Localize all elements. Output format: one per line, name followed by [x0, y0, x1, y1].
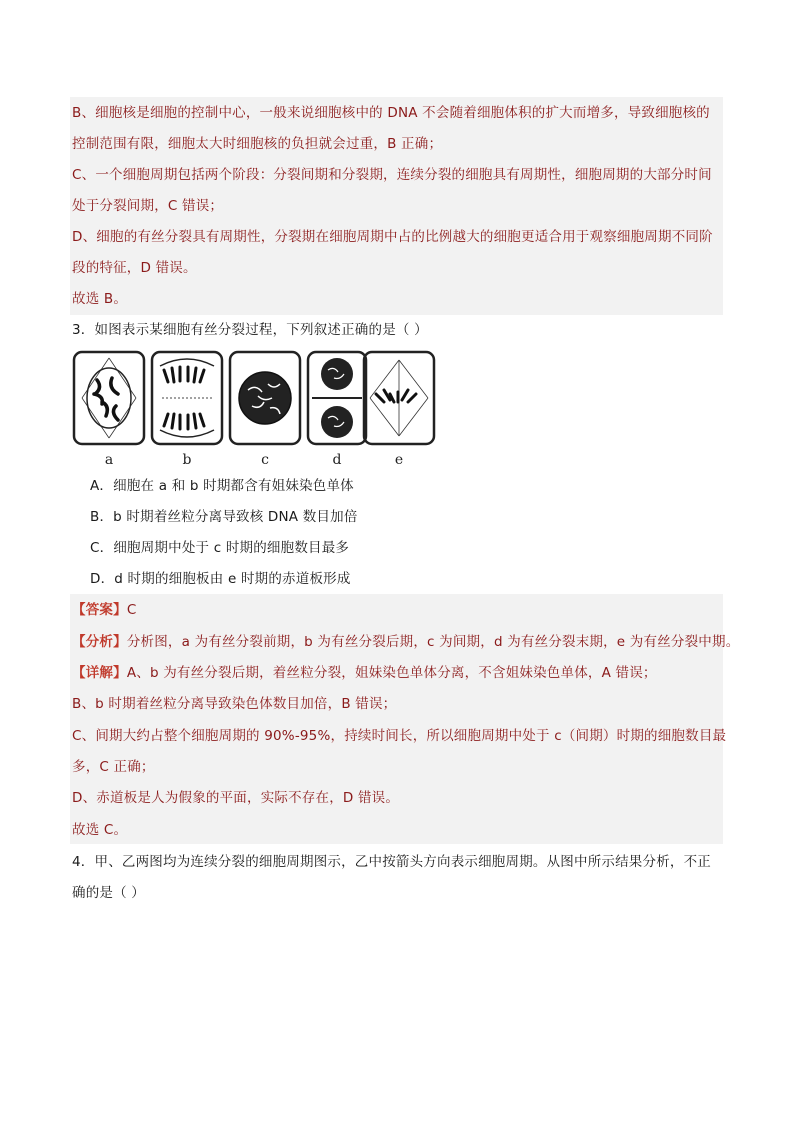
explanation-line-c1: C、一个细胞周期包括两个阶段：分裂间期和分裂期，连续分裂的细胞具有周期性，细胞周期的大部分时间 [72, 167, 712, 183]
figure-label-b: b [182, 452, 192, 468]
explanation-line-b2: 控制范围有限，细胞太大时细胞核的负担就会过重，B 正确； [72, 136, 443, 152]
cell-e-diagram [364, 352, 434, 444]
figure-label-e: e [394, 452, 404, 468]
question-4-stem-line1: 4．甲、乙两图均为连续分裂的细胞周期图示，乙中按箭头方向表示细胞周期。从图中所示结果分析，不正 [72, 854, 711, 870]
question-3-stem: 3．如图表示某细胞有丝分裂过程，下列叙述正确的是（ ） [72, 322, 428, 338]
analysis-line [72, 632, 739, 652]
detail-line-c1: C、间期大约占整个细胞周期的 90%-95%，持续时间长，所以细胞周期中处于 c（间期）时期的细胞数目最 [72, 728, 727, 744]
detail-line-b: B、b 时期着丝粒分离导致染色体数目加倍，B 错误； [72, 696, 397, 712]
cell-b-diagram [152, 352, 222, 444]
figure-label-c: c [261, 452, 269, 468]
answer-value: C [126, 602, 137, 618]
answer-tag: 【答案】 [72, 602, 127, 618]
explanation-line-d1: D、细胞的有丝分裂具有周期性，分裂期在细胞周期中占的比例越大的细胞更适合用于观察细胞周期不同阶 [72, 229, 713, 245]
detail-line-d: D、赤道板是人为假象的平面，实际不存在，D 错误。 [72, 790, 400, 806]
explanation-line-b1: B、细胞核是细胞的控制中心，一般来说细胞核中的 DNA 不会随着细胞体积的扩大而增多，导致细胞核的 [72, 105, 710, 121]
analysis-text: 分析图，a 为有丝分裂前期，b 为有丝分裂后期，c 为间期，d 为有丝分裂末期，e 为有丝分裂中期。 [126, 634, 740, 650]
option-b: B．b 时期着丝粒分离导致核 DNA 数目加倍 [90, 509, 358, 525]
explanation-line-c2: 处于分裂间期，C 错误； [72, 198, 224, 214]
detail-a-text: A、b 为有丝分裂后期，着丝粒分裂，姐妹染色单体分离，不含姐妹染色单体，A 错误； [126, 665, 657, 681]
cell-c-diagram [230, 352, 300, 444]
detail-line-c2: 多，C 正确； [72, 759, 155, 775]
detail-line-a [72, 663, 657, 683]
analysis-tag: 【分析】 [72, 634, 127, 650]
conclusion-line: 故选 B。 [72, 291, 128, 307]
explanation-line-d2: 段的特征，D 错误。 [72, 260, 197, 276]
detail-tag: 【详解】 [72, 665, 127, 681]
option-a: A．细胞在 a 和 b 时期都含有姐妹染色单体 [90, 478, 354, 494]
option-c: C．细胞周期中处于 c 时期的细胞数目最多 [90, 540, 350, 556]
cell-a-diagram [74, 352, 144, 444]
conclusion-line: 故选 C。 [72, 822, 128, 838]
option-d: D．d 时期的细胞板由 e 时期的赤道板形成 [90, 571, 351, 587]
answer-line [72, 600, 136, 620]
figure-label-a: a [104, 452, 114, 468]
cell-d-diagram [308, 352, 366, 444]
mitosis-figure [72, 350, 438, 470]
figure-label-d: d [332, 452, 342, 468]
question-4-stem-line2: 确的是（ ） [72, 885, 145, 901]
